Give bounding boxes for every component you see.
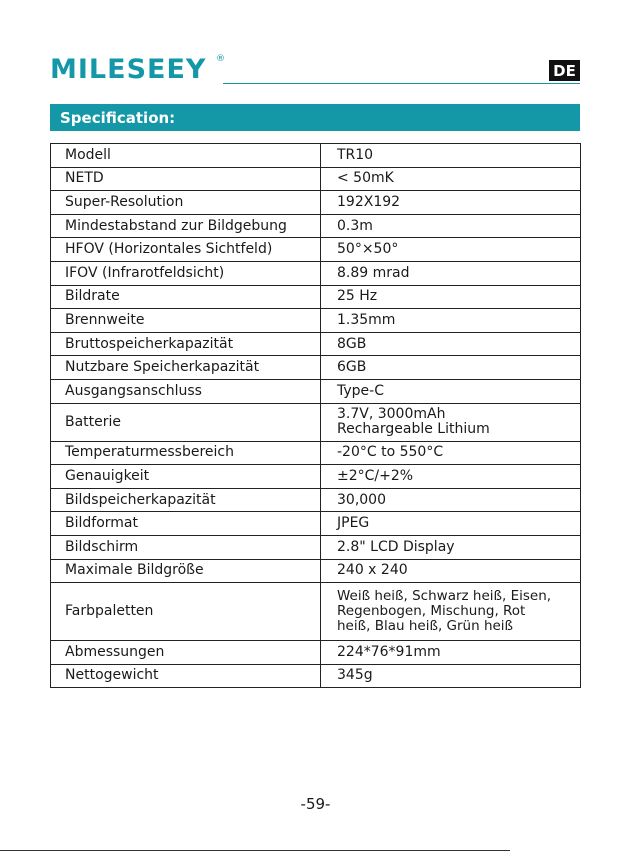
table-row — [51, 379, 581, 403]
spec-value: 2.8" LCD Display — [321, 535, 581, 559]
spec-value-line: 3.7V, 3000mAh — [337, 406, 446, 423]
spec-value: 8GB — [321, 332, 581, 356]
table-row — [51, 465, 581, 489]
table-row — [51, 332, 581, 356]
table-row — [51, 559, 581, 583]
spec-label: Nutzbare Speicherkapazität — [51, 356, 321, 380]
spec-value-line: Regenbogen, Mischung, Rot — [337, 603, 526, 620]
spec-value: 30,000 — [321, 488, 581, 512]
table-row — [51, 309, 581, 333]
table-row — [51, 144, 581, 168]
page-number: -59- — [300, 795, 331, 813]
spec-label: Genauigkeit — [51, 465, 321, 489]
spec-label: Mindestabstand zur Bildgebung — [51, 214, 321, 238]
spec-value: TR10 — [321, 144, 581, 168]
spec-label: IFOV (Infrarotfeldsicht) — [51, 261, 321, 285]
table-row — [51, 512, 581, 536]
spec-label: HFOV (Horizontales Sichtfeld) — [51, 238, 321, 262]
table-row — [51, 285, 581, 309]
table-row — [51, 191, 581, 215]
spec-value: 50°×50° — [321, 238, 581, 262]
spec-label: Batterie — [51, 403, 321, 441]
spec-value: 1.35mm — [321, 309, 581, 333]
spec-value: -20°C to 550°C — [321, 441, 581, 465]
table-row — [51, 641, 581, 665]
spec-label: Bildformat — [51, 512, 321, 536]
spec-label: Abmessungen — [51, 641, 321, 665]
spec-value-line: Rechargeable Lithium — [337, 421, 490, 438]
table-row — [51, 583, 581, 641]
header-divider — [223, 83, 580, 84]
spec-label: Bruttospeicherkapazität — [51, 332, 321, 356]
spec-label: Bildschirm — [51, 535, 321, 559]
spec-label: Nettogewicht — [51, 664, 321, 688]
spec-label: Super-Resolution — [51, 191, 321, 215]
spec-label: Temperaturmessbereich — [51, 441, 321, 465]
spec-label: Farbpaletten — [51, 583, 321, 641]
spec-label: NETD — [51, 167, 321, 191]
registered-mark: ® — [216, 54, 225, 64]
table-row — [51, 535, 581, 559]
table-row — [51, 356, 581, 380]
brand-logo: MILESEEY — [50, 54, 207, 85]
spec-value: 6GB — [321, 356, 581, 380]
spec-label: Brennweite — [51, 309, 321, 333]
spec-value-line: Weiß heiß, Schwarz heiß, Eisen, — [337, 588, 552, 605]
spec-value-line: heiß, Blau heiß, Grün heiß — [337, 618, 514, 635]
spec-value — [321, 403, 581, 441]
spec-value: 25 Hz — [321, 285, 581, 309]
table-row — [51, 214, 581, 238]
spec-label: Modell — [51, 144, 321, 168]
spec-value: 240 x 240 — [321, 559, 581, 583]
table-row — [51, 261, 581, 285]
spec-value: 8.89 mrad — [321, 261, 581, 285]
spec-value: JPEG — [321, 512, 581, 536]
spec-label: Bildspeicherkapazität — [51, 488, 321, 512]
spec-value: Type-C — [321, 379, 581, 403]
section-header — [50, 104, 580, 131]
spec-label: Bildrate — [51, 285, 321, 309]
spec-value: 0.3m — [321, 214, 581, 238]
table-row — [51, 403, 581, 441]
spec-value: ±2°C/+2% — [321, 465, 581, 489]
spec-value — [321, 583, 581, 641]
spec-value: < 50mK — [321, 167, 581, 191]
language-badge: DE — [549, 60, 580, 81]
table-row — [51, 488, 581, 512]
spec-value: 345g — [321, 664, 581, 688]
table-row — [51, 664, 581, 688]
spec-value: 192X192 — [321, 191, 581, 215]
spec-value: 224*76*91mm — [321, 641, 581, 665]
section-title: Specification: — [60, 108, 176, 127]
table-row — [51, 167, 581, 191]
spec-label: Maximale Bildgröße — [51, 559, 321, 583]
table-row — [51, 238, 581, 262]
spec-table — [50, 143, 581, 688]
table-row — [51, 441, 581, 465]
spec-label: Ausgangsanschluss — [51, 379, 321, 403]
